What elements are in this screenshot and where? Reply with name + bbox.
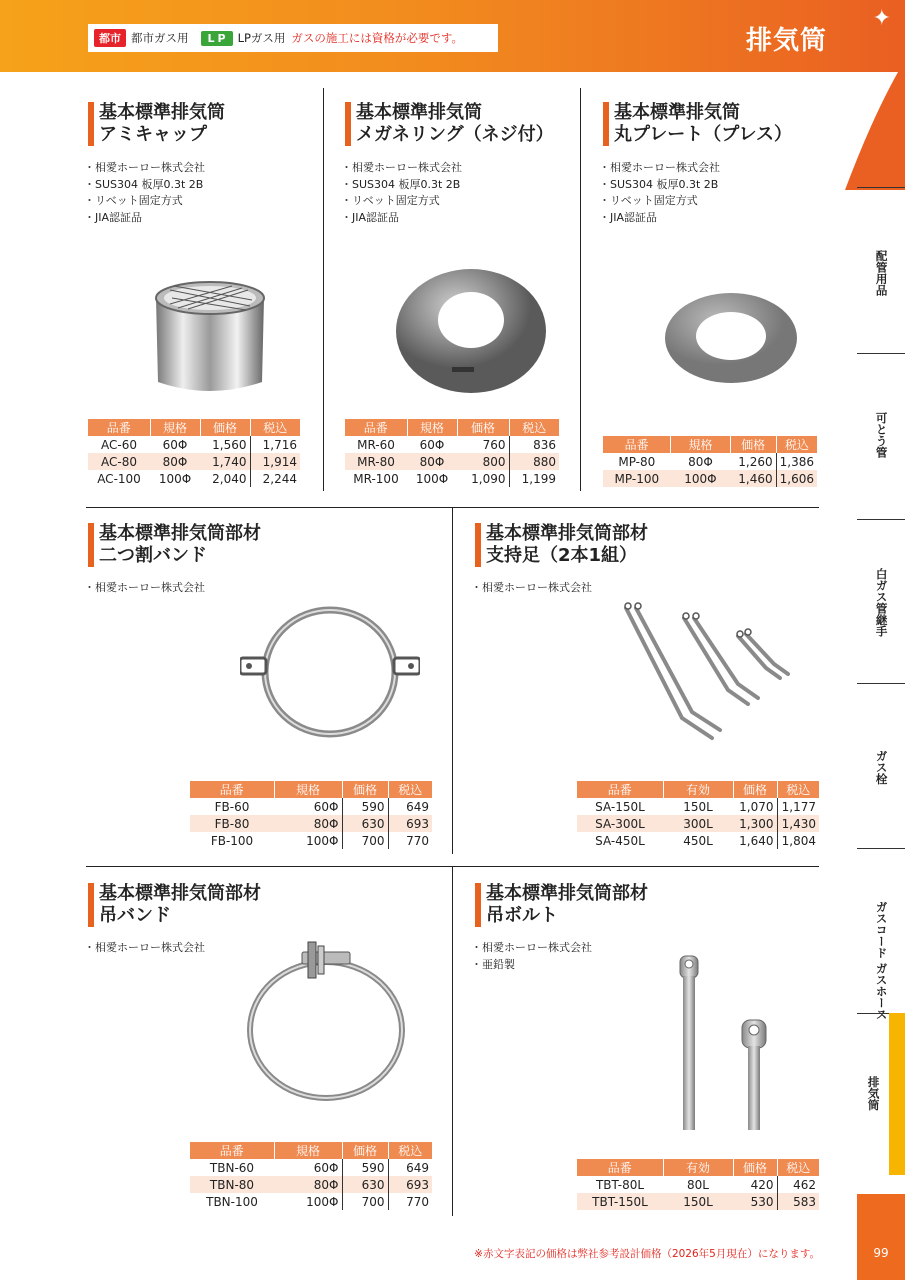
page-number: 99 — [873, 1246, 889, 1260]
column-divider — [323, 88, 324, 491]
price-table-ac: 品番 規格 価格 税込 AC-60 60Φ 1,560 1,716 AC-80 80Φ 1,740 1,914 AC-100 100Φ 2,040 2,244 — [88, 419, 300, 487]
side-tab-fittings[interactable] — [857, 519, 905, 683]
spec-list: ・ 相愛ホーロー株式会社 ・ SUS304 板厚0.3t 2B ・ リベット固定方式 ・ JIA認証品 — [599, 160, 720, 226]
section-title-hanging-band: 基本標準排気筒部材 吊バンド — [88, 883, 261, 927]
support-legs-image — [620, 600, 800, 746]
price-table-tbt: 品番 有効 価格 税込 TBT-80L 80L 420 462 TBT-150L 150L 530 583 — [577, 1159, 819, 1210]
table-row: FB-60 60Φ 590 649 — [190, 798, 432, 815]
table-row: SA-150L 150L 1,070 1,177 — [577, 798, 819, 815]
sparkle-icon: ✦ — [872, 6, 891, 31]
spec-list: ・ 相愛ホーロー株式会社 ・ SUS304 板厚0.3t 2B ・ リベット固定方式 ・ JIA認証品 — [341, 160, 462, 226]
table-row: TBT-80L 80L 420 462 — [577, 1176, 819, 1193]
city-gas-label: 都市ガス用 — [131, 31, 189, 45]
city-gas-badge: 都市 — [94, 29, 126, 47]
side-tab-gas-cock[interactable] — [857, 683, 905, 848]
page-number-box — [857, 1194, 905, 1280]
table-row: SA-450L 450L 1,640 1,804 — [577, 832, 819, 849]
table-row: AC-60 60Φ 1,560 1,716 — [88, 436, 300, 453]
table-row: MR-80 80Φ 800 880 — [345, 453, 559, 470]
price-table-sa: 品番 有効 価格 税込 SA-150L 150L 1,070 1,177 SA-300L 300L 1,300 1,430 SA-450L 450L 1,640 1,804 — [577, 781, 819, 849]
side-tab-label: ガス栓 — [874, 750, 889, 785]
spec-list: ・ 相愛ホーロー株式会社 ・ SUS304 板厚0.3t 2B ・ リベット固定方式 ・ JIA認証品 — [84, 160, 205, 226]
table-row: AC-100 100Φ 2,040 2,244 — [88, 470, 300, 487]
price-table-mr: 品番 規格 価格 税込 MR-60 60Φ 760 836 MR-80 80Φ 800 880 MR-100 100Φ 1,090 1,199 — [345, 419, 559, 487]
table-row: TBN-60 60Φ 590 649 — [190, 1159, 432, 1176]
table-row: TBN-80 80Φ 630 693 — [190, 1176, 432, 1193]
column-divider — [452, 507, 453, 854]
section-title-split-band: 基本標準排気筒部材 二つ割バンド — [88, 523, 261, 567]
spec-list: ・ 相愛ホーロー株式会社 — [84, 580, 205, 597]
section-title-hanging-bolt: 基本標準排気筒部材 吊ボルト — [475, 883, 648, 927]
side-tab-piping[interactable] — [857, 187, 905, 353]
table-row: MR-100 100Φ 1,090 1,199 — [345, 470, 559, 487]
table-row: AC-80 80Φ 1,740 1,914 — [88, 453, 300, 470]
hanging-band-image — [246, 940, 410, 1102]
section-title-megane-ring: 基本標準排気筒 メガネリング（ネジ付） — [345, 102, 554, 146]
price-table-fb: 品番 規格 価格 税込 FB-60 60Φ 590 649 FB-80 80Φ 630 693 FB-100 100Φ 700 770 — [190, 781, 432, 849]
table-row: SA-300L 300L 1,300 1,430 — [577, 815, 819, 832]
price-table-tbn: 品番 規格 価格 税込 TBN-60 60Φ 590 649 TBN-80 80Φ 630 693 TBN-100 100Φ 700 770 — [190, 1142, 432, 1210]
table-row: TBT-150L 150L 530 583 — [577, 1193, 819, 1210]
split-band-image — [240, 604, 420, 738]
column-divider — [452, 866, 453, 1216]
spec-list: ・ 相愛ホーロー株式会社 — [471, 580, 592, 597]
lp-gas-label: LPガス用 — [237, 31, 286, 45]
spec-list: ・ 相愛ホーロー株式会社 — [84, 940, 205, 957]
gas-type-legend — [88, 24, 498, 52]
side-tab-label: 白ガス管継手 — [874, 568, 889, 637]
page-title: 排気筒 — [745, 26, 827, 56]
hanging-bolt-image — [670, 954, 780, 1134]
spec-list: ・ 相愛ホーロー株式会社 ・ 亜鉛製 — [471, 940, 592, 973]
section-title-ami-cap: 基本標準排気筒 アミキャップ — [88, 102, 225, 146]
active-tab-indicator — [889, 1013, 905, 1175]
table-row: MP-100 100Φ 1,460 1,606 — [603, 470, 817, 487]
section-title-round-plate: 基本標準排気筒 丸プレート（プレス） — [603, 102, 792, 146]
round-plate-image — [664, 292, 798, 384]
ami-cap-image — [148, 272, 272, 400]
table-row: MP-80 80Φ 1,260 1,386 — [603, 453, 817, 470]
side-tab-gas-hose[interactable] — [857, 848, 905, 1021]
section-title-support-legs: 基本標準排気筒部材 支持足（2本1組） — [475, 523, 648, 567]
side-tab-label: 配管用品 — [874, 250, 889, 296]
table-row: MR-60 60Φ 760 836 — [345, 436, 559, 453]
side-tab-flexible-pipe[interactable] — [857, 353, 905, 519]
side-tab-label: ガスコード ガスホース — [874, 901, 889, 1021]
price-table-mp: 品番 規格 価格 税込 MP-80 80Φ 1,260 1,386 MP-100 100Φ 1,460 1,606 — [603, 436, 817, 487]
side-tab-label: 可とう管 — [874, 412, 889, 458]
table-row: FB-100 100Φ 700 770 — [190, 832, 432, 849]
price-footnote: ※赤文字表記の価格は弊社参考設計価格（2026年5月現在）になります。 — [474, 1248, 820, 1260]
column-divider — [580, 88, 581, 491]
table-row: FB-80 80Φ 630 693 — [190, 815, 432, 832]
side-tab-label: 排気筒 — [866, 1076, 881, 1111]
lp-gas-badge: LP — [201, 31, 233, 46]
table-row: TBN-100 100Φ 700 770 — [190, 1193, 432, 1210]
megane-ring-image — [394, 268, 548, 394]
license-warning: ガスの施工には資格が必要です。 — [291, 31, 464, 45]
